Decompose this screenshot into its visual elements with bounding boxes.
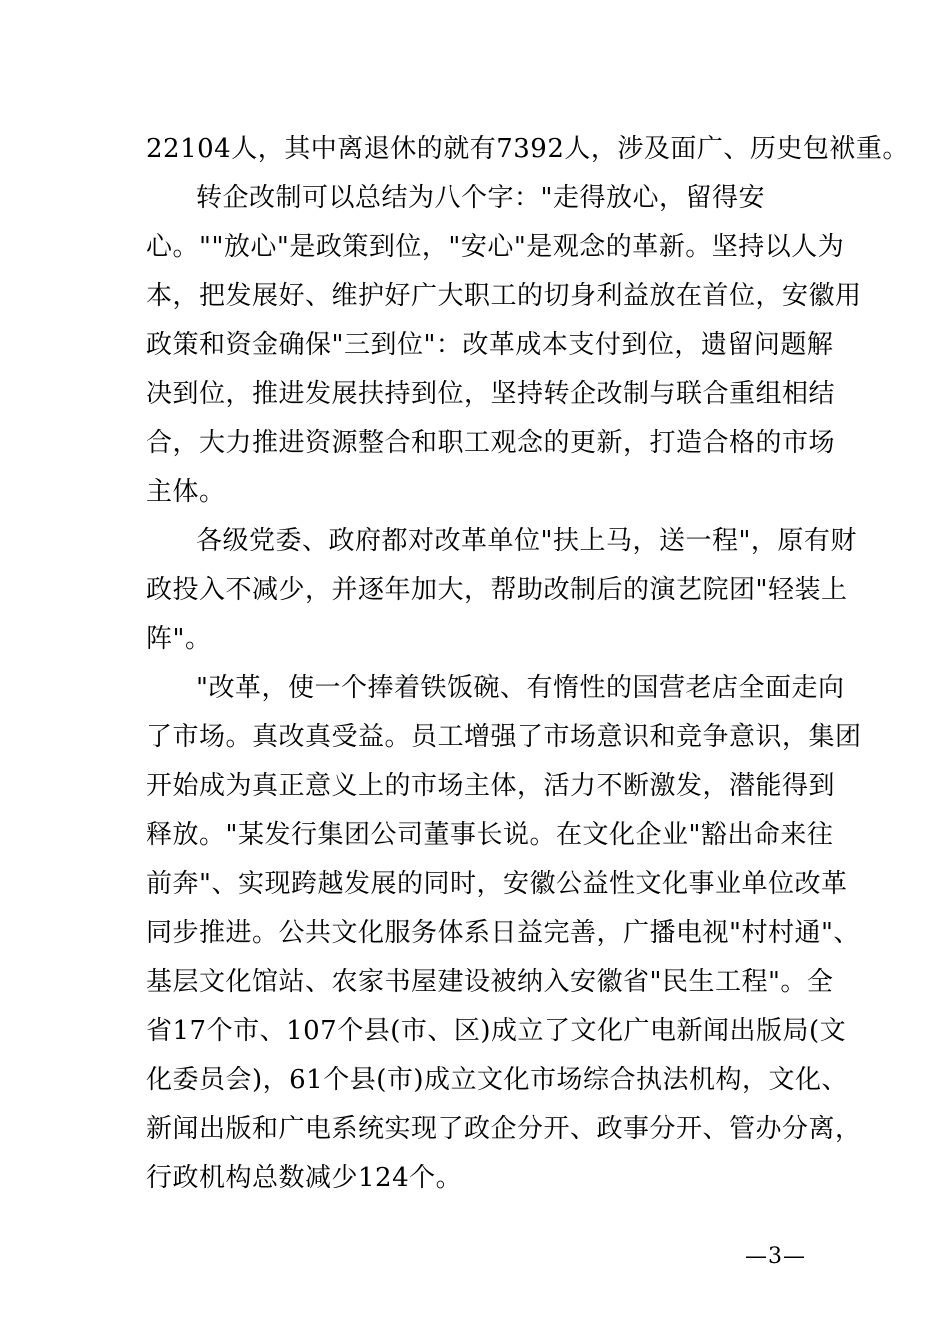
text-line: 各级党委、政府都对改革单位"扶上马，送一程"，原有财	[196, 526, 857, 556]
text-line: 政投入不减少，并逐年加大，帮助改制后的演艺院团"轻装上	[146, 575, 848, 605]
text-line: 了市场。真改真受益。员工增强了市场意识和竞争意识，集团	[146, 722, 862, 752]
body-text	[146, 125, 909, 1203]
text-line: 化委员会)，61个县(市)成立文化市场综合执法机构，文化、	[146, 1065, 849, 1095]
text-line: 同步推进。公共文化服务体系日益完善，广播电视"村村通"、	[146, 918, 860, 948]
text-line: 心。""放心"是政策到位，"安心"是观念的革新。坚持以人为	[146, 232, 845, 262]
text-line: 本，把发展好、维护好广大职工的切身利益放在首位，安徽用	[146, 281, 862, 311]
text-line: 前奔"、实现跨越发展的同时，安徽公益性文化事业单位改革	[146, 869, 848, 899]
text-line: 合，大力推进资源整合和职工观念的更新，打造合格的市场	[146, 428, 836, 458]
text-line: 释放。"某发行集团公司董事长说。在文化企业"豁出命来往	[146, 820, 834, 850]
page-number: —3—	[745, 1244, 806, 1269]
text-line: 阵"。	[146, 624, 212, 654]
text-line: "改革，使一个捧着铁饭碗、有惰性的国营老店全面走向	[196, 673, 845, 703]
text-line: 基层文化馆站、农家书屋建设被纳入安徽省"民生工程"。全	[146, 967, 834, 997]
text-line: 政策和资金确保"三到位"：改革成本支付到位，遗留问题解	[146, 330, 834, 360]
text-line: 主体。	[146, 477, 226, 507]
text-line: 转企改制可以总结为八个字："走得放心，留得安	[196, 183, 765, 213]
text-line: 决到位，推进发展扶持到位，坚持转企改制与联合重组相结	[146, 379, 836, 409]
text-line: 22104人，其中离退休的就有7392人，涉及面广、历史包袱重。	[146, 134, 909, 164]
text-line: 行政机构总数减少124个。	[146, 1163, 463, 1193]
text-line: 新闻出版和广电系统实现了政企分开、政事分开、管办分离，	[146, 1114, 862, 1144]
text-line: 开始成为真正意义上的市场主体，活力不断激发，潜能得到	[146, 771, 836, 801]
text-line: 省17个市、107个县(市、区)成立了文化广电新闻出版局(文	[146, 1016, 847, 1046]
